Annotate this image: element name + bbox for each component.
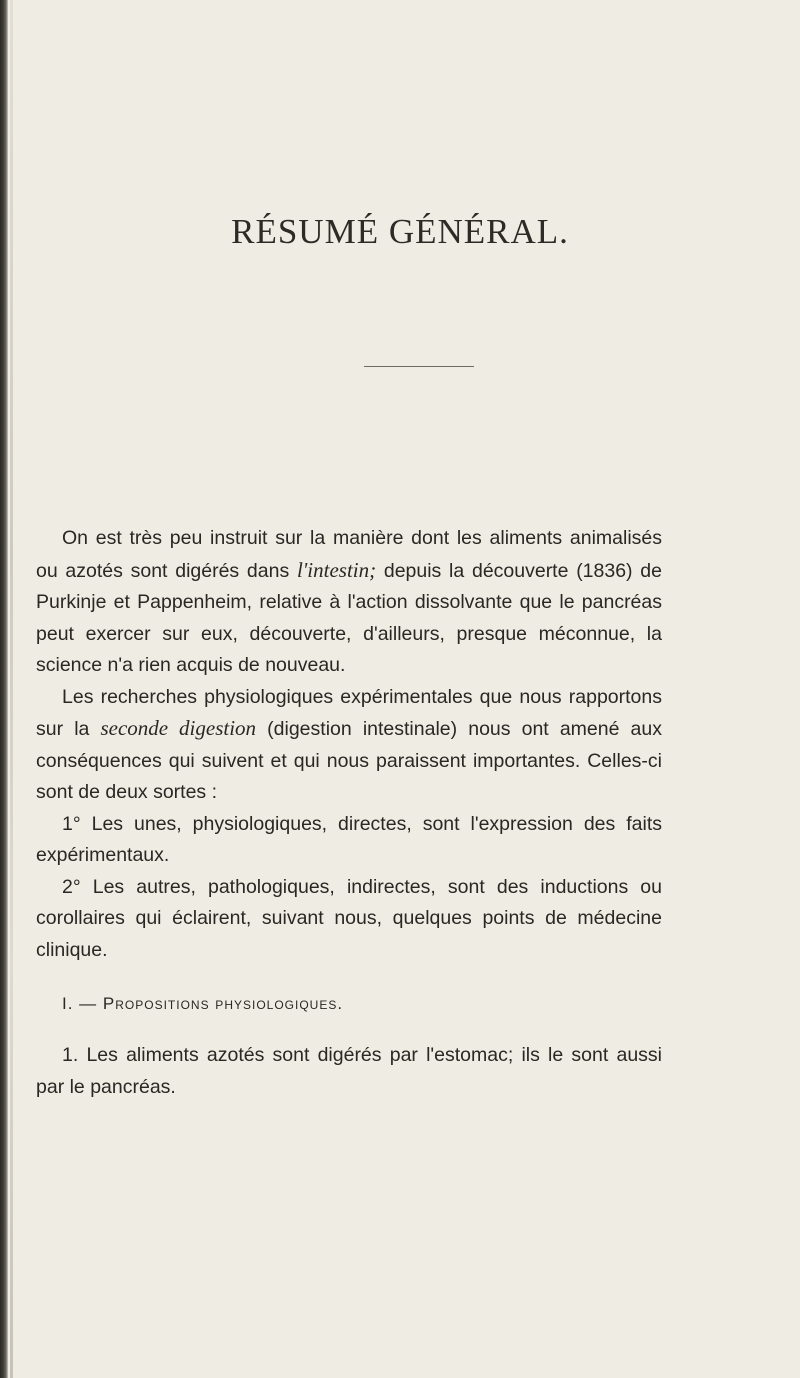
paragraph-point-2: 2° Les autres, pathologiques, indirectes, sont des inductions ou corollaires qui éclairent, suivant nous, quelques points de médecine clinique. bbox=[36, 875, 662, 961]
propositions-text bbox=[36, 1040, 662, 1103]
intestin-italic: l'intestin; bbox=[296, 557, 377, 582]
seconde-digestion-italic: seconde digestion bbox=[100, 716, 257, 740]
paragraph-point-1: 1° Les unes, physiologiques, directes, sont l'expression des faits expérimentaux. bbox=[36, 812, 662, 866]
paragraph-research-part-2: (digestion intestinale) nous ont amené aux conséquences qui suivent et qui nous paraissent importantes. Celles-ci sont de deux sortes : bbox=[36, 718, 662, 803]
paragraph-research-part-1: Les recherches physiologiques expérimentales que nous rapportons sur la bbox=[36, 685, 662, 740]
section-heading bbox=[36, 994, 636, 1014]
section-number: I. — bbox=[62, 994, 98, 1013]
section-heading-text: Propositions physiologiques. bbox=[102, 994, 344, 1013]
binding-edge bbox=[0, 0, 8, 1378]
paragraph-intro-part-1: On est très peu instruit sur la manière dont les aliments animalisés ou azotés sont digérés dans bbox=[36, 527, 662, 582]
title-rule bbox=[364, 366, 474, 367]
page-title: RÉSUMÉ GÉNÉRAL. bbox=[231, 212, 569, 251]
paragraph-research bbox=[36, 682, 662, 809]
binding-shadow bbox=[10, 0, 13, 1378]
paragraph-intro bbox=[36, 523, 662, 682]
paragraph-intro-part-2: depuis la découverte (1836) de Purkinje et Pappenheim, relative à l'action dissolvante que le pancréas peut exercer sur eux, découverte, d'ailleurs, presque méconnue, la science n'a rien acquis de nouveau. bbox=[36, 559, 662, 676]
intro-text bbox=[36, 523, 662, 966]
proposition-1: 1. Les aliments azotés sont digérés par l'estomac; ils le sont aussi par le pancréas. bbox=[36, 1044, 662, 1098]
